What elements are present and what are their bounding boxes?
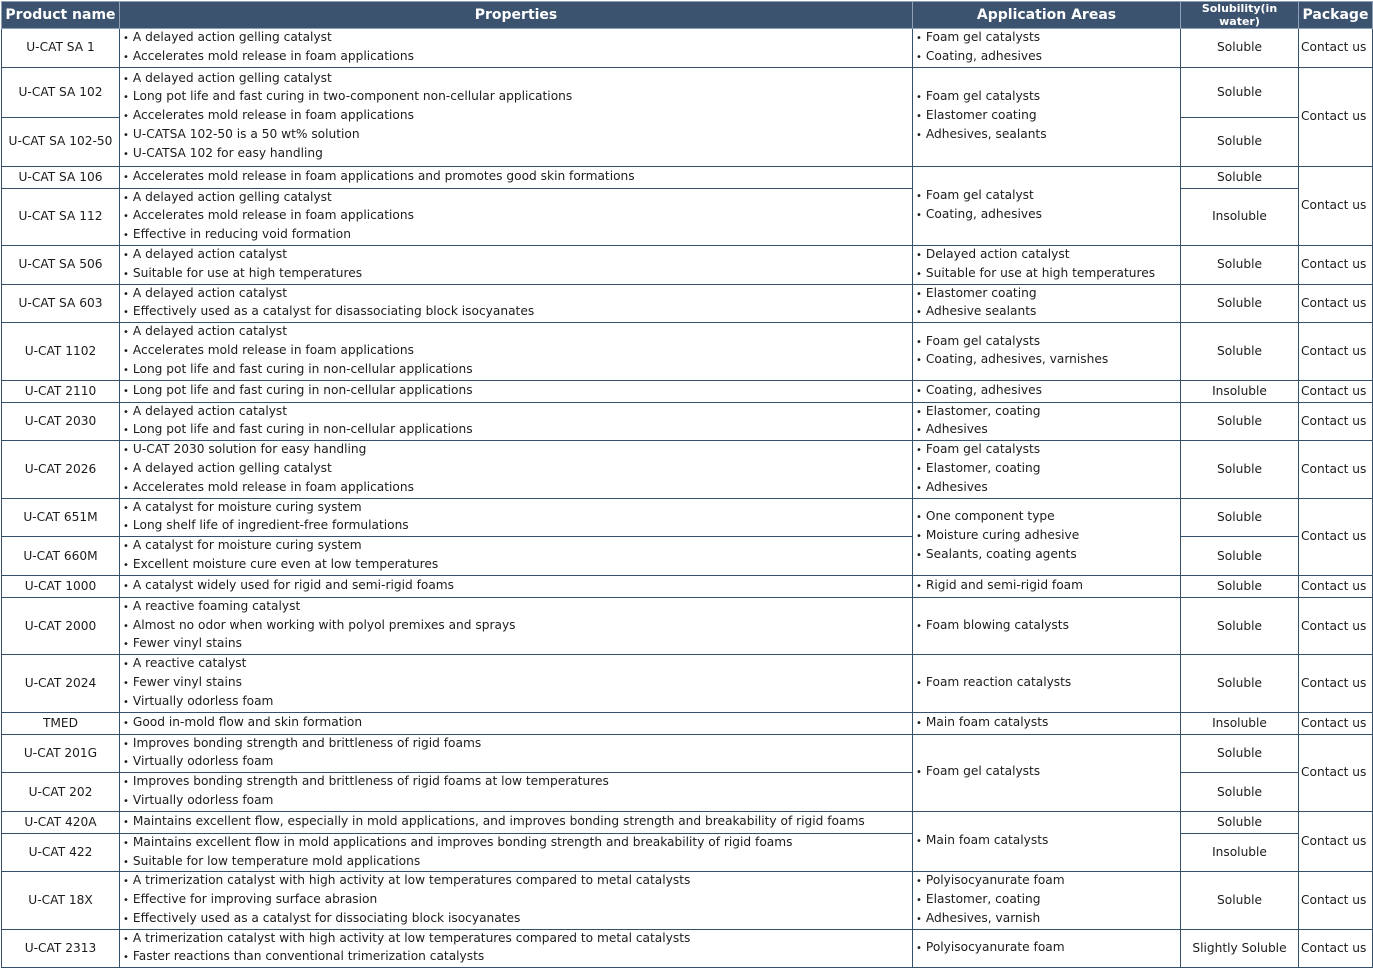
application-areas-cell-item: • Elastomer, coating — [916, 891, 1177, 910]
solubility-cell: Soluble — [1181, 402, 1299, 441]
properties-cell-list — [123, 735, 909, 773]
application-areas-cell-item: • Foam gel catalysts — [916, 88, 1177, 107]
properties-cell-item: • A trimerization catalyst with high activity at low temperatures compared to metal catalysts — [123, 930, 909, 949]
properties-cell-item: • A delayed action catalyst — [123, 246, 909, 265]
application-areas-cell-item: • Coating, adhesives, varnishes — [916, 351, 1177, 370]
application-areas-cell — [913, 734, 1181, 811]
table-row — [2, 323, 1373, 380]
properties-cell-item: • Fewer vinyl stains — [123, 674, 909, 693]
application-areas-cell — [913, 323, 1181, 380]
product-name-cell: U-CAT 651M — [2, 498, 120, 537]
application-areas-cell — [913, 597, 1181, 654]
properties-cell-list — [123, 29, 909, 67]
properties-cell — [120, 441, 913, 498]
properties-cell-item: • Improves bonding strength and brittleness of rigid foams at low temperatures — [123, 773, 909, 792]
application-areas-cell — [913, 29, 1181, 68]
application-areas-cell-item: • Main foam catalysts — [916, 714, 1177, 733]
properties-cell-item: • Improves bonding strength and brittleness of rigid foams — [123, 735, 909, 754]
package-cell: Contact us — [1299, 29, 1373, 68]
properties-cell — [120, 498, 913, 537]
properties-cell-item: • Accelerates mold release in foam applications — [123, 48, 909, 67]
solubility-cell: Soluble — [1181, 537, 1299, 576]
application-areas-cell — [913, 498, 1181, 575]
properties-cell-list — [123, 834, 909, 872]
properties-cell — [120, 537, 913, 576]
product-name-cell: U-CAT 1102 — [2, 323, 120, 380]
package-cell: Contact us — [1299, 712, 1373, 734]
application-areas-cell-list — [916, 403, 1177, 441]
application-areas-cell — [913, 655, 1181, 712]
application-areas-cell-item: • Rigid and semi-rigid foam — [916, 577, 1177, 596]
properties-cell-item: • A delayed action catalyst — [123, 323, 909, 342]
application-areas-cell — [913, 441, 1181, 498]
application-areas-cell — [913, 166, 1181, 245]
product-name-cell: U-CAT 2030 — [2, 402, 120, 441]
application-areas-cell-list — [916, 187, 1177, 225]
application-areas-cell-item: • One component type — [916, 508, 1177, 527]
properties-cell — [120, 655, 913, 712]
properties-cell — [120, 284, 913, 323]
properties-cell-list — [123, 382, 909, 401]
solubility-cell: Insoluble — [1181, 188, 1299, 245]
package-cell: Contact us — [1299, 441, 1373, 498]
application-areas-cell — [913, 67, 1181, 166]
solubility-cell: Soluble — [1181, 498, 1299, 537]
application-areas-cell-item: • Polyisocyanurate foam — [916, 872, 1177, 891]
product-name-cell: U-CAT 2110 — [2, 380, 120, 402]
application-areas-cell — [913, 284, 1181, 323]
properties-cell-list — [123, 930, 909, 968]
properties-cell-item: • A delayed action gelling catalyst — [123, 460, 909, 479]
application-areas-cell-list — [916, 714, 1177, 733]
properties-cell-item: • A delayed action gelling catalyst — [123, 189, 909, 208]
table-row — [2, 29, 1373, 68]
properties-cell-item: • Suitable for use at high temperatures — [123, 265, 909, 284]
application-areas-cell-list — [916, 674, 1177, 693]
solubility-cell: Insoluble — [1181, 712, 1299, 734]
properties-cell-item: • Long shelf life of ingredient-free formulations — [123, 517, 909, 536]
solubility-cell: Soluble — [1181, 29, 1299, 68]
properties-cell-item: • Faster reactions than conventional trimerization catalysts — [123, 948, 909, 967]
properties-cell-item: • Suitable for low temperature mold applications — [123, 853, 909, 872]
application-areas-cell — [913, 872, 1181, 929]
product-name-cell: U-CAT 422 — [2, 833, 120, 872]
properties-cell — [120, 833, 913, 872]
properties-cell-item: • Virtually odorless foam — [123, 753, 909, 772]
properties-cell-item: • A delayed action catalyst — [123, 403, 909, 422]
application-areas-cell-item: • Foam blowing catalysts — [916, 617, 1177, 636]
application-areas-cell — [913, 811, 1181, 872]
properties-cell-list — [123, 714, 909, 733]
package-cell: Contact us — [1299, 402, 1373, 441]
application-areas-cell-item: • Elastomer coating — [916, 285, 1177, 304]
application-areas-cell-item: • Adhesives — [916, 479, 1177, 498]
application-areas-cell-list — [916, 617, 1177, 636]
product-name-cell: U-CAT SA 102-50 — [2, 117, 120, 166]
application-areas-cell-item: • Delayed action catalyst — [916, 246, 1177, 265]
application-areas-cell-item: • Adhesives, varnish — [916, 910, 1177, 929]
table-row — [2, 575, 1373, 597]
product-name-cell: U-CAT 202 — [2, 773, 120, 812]
product-name-cell: U-CAT 2026 — [2, 441, 120, 498]
table-row — [2, 441, 1373, 498]
table-row — [2, 811, 1373, 833]
package-cell: Contact us — [1299, 734, 1373, 811]
properties-cell — [120, 773, 913, 812]
properties-cell-list — [123, 598, 909, 654]
table-body — [2, 29, 1373, 968]
properties-cell — [120, 734, 913, 773]
application-areas-cell-list — [916, 382, 1177, 401]
package-cell: Contact us — [1299, 655, 1373, 712]
properties-cell — [120, 67, 913, 166]
application-areas-cell — [913, 402, 1181, 441]
solubility-cell: Soluble — [1181, 245, 1299, 284]
application-areas-cell-list — [916, 246, 1177, 284]
header-application-areas: Application Areas — [913, 2, 1181, 29]
table-row — [2, 929, 1373, 968]
product-name-cell: U-CAT 201G — [2, 734, 120, 773]
product-name-cell: U-CAT SA 106 — [2, 166, 120, 188]
product-name-cell: U-CAT 660M — [2, 537, 120, 576]
product-name-cell: U-CAT SA 506 — [2, 245, 120, 284]
product-name-cell: U-CAT SA 1 — [2, 29, 120, 68]
solubility-cell: Soluble — [1181, 284, 1299, 323]
properties-cell — [120, 712, 913, 734]
properties-cell-item: • Effectively used as a catalyst for disassociating block isocyanates — [123, 303, 909, 322]
package-cell: Contact us — [1299, 67, 1373, 166]
header-solubility: Solubility(in water) — [1181, 2, 1299, 29]
solubility-cell: Soluble — [1181, 773, 1299, 812]
application-areas-cell-item: • Foam gel catalysts — [916, 29, 1177, 48]
solubility-cell: Insoluble — [1181, 380, 1299, 402]
package-cell: Contact us — [1299, 597, 1373, 654]
table-row — [2, 734, 1373, 773]
properties-cell-item: • Long pot life and fast curing in non-cellular applications — [123, 382, 909, 401]
properties-cell-list — [123, 246, 909, 284]
properties-cell-item: • A catalyst for moisture curing system — [123, 537, 909, 556]
properties-cell-item: • Maintains excellent flow in mold applications and improves bonding strength and breakability of rigid foams — [123, 834, 909, 853]
properties-cell-item: • A reactive catalyst — [123, 655, 909, 674]
solubility-cell: Soluble — [1181, 811, 1299, 833]
table-row — [2, 498, 1373, 537]
properties-cell-item: • Good in-mold flow and skin formation — [123, 714, 909, 733]
properties-cell-list — [123, 168, 909, 187]
application-areas-cell-item: • Coating, adhesives — [916, 382, 1177, 401]
solubility-cell: Soluble — [1181, 872, 1299, 929]
solubility-cell: Soluble — [1181, 734, 1299, 773]
table-row — [2, 67, 1373, 117]
table-row — [2, 245, 1373, 284]
properties-cell — [120, 323, 913, 380]
package-cell: Contact us — [1299, 872, 1373, 929]
table-row — [2, 402, 1373, 441]
properties-cell-list — [123, 70, 909, 164]
package-cell: Contact us — [1299, 166, 1373, 245]
product-name-cell: U-CAT SA 112 — [2, 188, 120, 245]
properties-cell — [120, 188, 913, 245]
table-row — [2, 712, 1373, 734]
properties-cell-item: • Almost no odor when working with polyol premixes and sprays — [123, 617, 909, 636]
application-areas-cell — [913, 712, 1181, 734]
application-areas-cell-list — [916, 441, 1177, 497]
properties-cell — [120, 29, 913, 68]
properties-cell-list — [123, 577, 909, 596]
table-row — [2, 284, 1373, 323]
product-name-cell: U-CAT SA 603 — [2, 284, 120, 323]
properties-cell-item: • U-CATSA 102 for easy handling — [123, 145, 909, 164]
application-areas-cell-list — [916, 939, 1177, 958]
properties-cell-list — [123, 403, 909, 441]
properties-cell — [120, 872, 913, 929]
properties-cell-item: • Accelerates mold release in foam applications — [123, 107, 909, 126]
package-cell: Contact us — [1299, 380, 1373, 402]
application-areas-cell-list — [916, 285, 1177, 323]
properties-cell-item: • A trimerization catalyst with high activity at low temperatures compared to metal catalysts — [123, 872, 909, 891]
properties-cell-item: • Accelerates mold release in foam applications — [123, 342, 909, 361]
properties-cell-item: • A delayed action gelling catalyst — [123, 70, 909, 89]
application-areas-cell-item: • Coating, adhesives — [916, 48, 1177, 67]
properties-cell-item: • Fewer vinyl stains — [123, 635, 909, 654]
properties-cell-item: • A catalyst widely used for rigid and semi-rigid foams — [123, 577, 909, 596]
product-name-cell: U-CAT 18X — [2, 872, 120, 929]
solubility-cell: Soluble — [1181, 67, 1299, 117]
properties-cell-item: • Excellent moisture cure even at low temperatures — [123, 556, 909, 575]
application-areas-cell-item: • Foam reaction catalysts — [916, 674, 1177, 693]
solubility-cell: Soluble — [1181, 575, 1299, 597]
properties-cell — [120, 245, 913, 284]
application-areas-cell — [913, 245, 1181, 284]
properties-cell-item: • Long pot life and fast curing in non-cellular applications — [123, 421, 909, 440]
properties-cell-item: • Accelerates mold release in foam applications and promotes good skin formations — [123, 168, 909, 187]
properties-cell-list — [123, 189, 909, 245]
table-row — [2, 166, 1373, 188]
properties-cell — [120, 597, 913, 654]
application-areas-cell-item: • Elastomer coating — [916, 107, 1177, 126]
application-areas-cell-list — [916, 29, 1177, 67]
properties-cell-item: • Maintains excellent flow, especially in mold applications, and improves bonding strength and breakability of rigid foams — [123, 813, 909, 832]
solubility-cell: Soluble — [1181, 117, 1299, 166]
application-areas-cell-list — [916, 508, 1177, 564]
solubility-cell: Soluble — [1181, 655, 1299, 712]
application-areas-cell-item: • Foam gel catalysts — [916, 763, 1177, 782]
properties-cell-list — [123, 872, 909, 928]
properties-cell-list — [123, 499, 909, 537]
product-name-cell: U-CAT SA 102 — [2, 67, 120, 117]
table-header-row — [2, 2, 1373, 29]
table-row — [2, 655, 1373, 712]
table-row — [2, 872, 1373, 929]
properties-cell-list — [123, 323, 909, 379]
package-cell: Contact us — [1299, 929, 1373, 968]
table-row — [2, 597, 1373, 654]
application-areas-cell — [913, 575, 1181, 597]
properties-cell-list — [123, 441, 909, 497]
properties-cell — [120, 575, 913, 597]
application-areas-cell-item: • Adhesives, sealants — [916, 126, 1177, 145]
application-areas-cell-item: • Polyisocyanurate foam — [916, 939, 1177, 958]
properties-cell-list — [123, 537, 909, 575]
header-properties: Properties — [120, 2, 913, 29]
properties-cell-item: • Virtually odorless foam — [123, 792, 909, 811]
solubility-cell: Slightly Soluble — [1181, 929, 1299, 968]
solubility-cell: Soluble — [1181, 323, 1299, 380]
application-areas-cell-item: • Coating, adhesives — [916, 206, 1177, 225]
application-areas-cell-list — [916, 333, 1177, 371]
application-areas-cell-item: • Foam gel catalysts — [916, 333, 1177, 352]
application-areas-cell-item: • Adhesives — [916, 421, 1177, 440]
product-name-cell: U-CAT 2313 — [2, 929, 120, 968]
product-name-cell: U-CAT 1000 — [2, 575, 120, 597]
properties-cell — [120, 811, 913, 833]
application-areas-cell — [913, 929, 1181, 968]
application-areas-cell-item: • Sealants, coating agents — [916, 546, 1177, 565]
properties-cell-list — [123, 813, 909, 832]
properties-cell-item: • Effective in reducing void formation — [123, 226, 909, 245]
application-areas-cell-item: • Suitable for use at high temperatures — [916, 265, 1177, 284]
properties-cell — [120, 929, 913, 968]
solubility-cell: Soluble — [1181, 597, 1299, 654]
package-cell: Contact us — [1299, 811, 1373, 872]
properties-cell-item: • A delayed action gelling catalyst — [123, 29, 909, 48]
package-cell: Contact us — [1299, 245, 1373, 284]
properties-cell-item: • A catalyst for moisture curing system — [123, 499, 909, 518]
properties-cell-item: • U-CAT 2030 solution for easy handling — [123, 441, 909, 460]
header-package: Package — [1299, 2, 1373, 29]
properties-cell-item: • A reactive foaming catalyst — [123, 598, 909, 617]
properties-cell-item: • U-CATSA 102-50 is a 50 wt% solution — [123, 126, 909, 145]
application-areas-cell-item: • Elastomer, coating — [916, 403, 1177, 422]
product-name-cell: U-CAT 2024 — [2, 655, 120, 712]
properties-cell-item: • Long pot life and fast curing in two-component non-cellular applications — [123, 88, 909, 107]
solubility-cell: Soluble — [1181, 166, 1299, 188]
table-row — [2, 380, 1373, 402]
properties-cell-list — [123, 285, 909, 323]
application-areas-cell-item: • Elastomer, coating — [916, 460, 1177, 479]
properties-cell-list — [123, 773, 909, 811]
properties-cell — [120, 380, 913, 402]
package-cell: Contact us — [1299, 284, 1373, 323]
application-areas-cell-item: • Main foam catalysts — [916, 832, 1177, 851]
properties-cell-item: • A delayed action catalyst — [123, 285, 909, 304]
package-cell: Contact us — [1299, 323, 1373, 380]
product-name-cell: U-CAT 2000 — [2, 597, 120, 654]
application-areas-cell — [913, 380, 1181, 402]
product-name-cell: U-CAT 420A — [2, 811, 120, 833]
application-areas-cell-list — [916, 577, 1177, 596]
properties-cell — [120, 402, 913, 441]
properties-cell — [120, 166, 913, 188]
properties-cell-item: • Accelerates mold release in foam applications — [123, 207, 909, 226]
properties-cell-item: • Virtually odorless foam — [123, 693, 909, 712]
package-cell: Contact us — [1299, 575, 1373, 597]
product-name-cell: TMED — [2, 712, 120, 734]
properties-cell-item: • Accelerates mold release in foam applications — [123, 479, 909, 498]
properties-cell-item: • Long pot life and fast curing in non-cellular applications — [123, 361, 909, 380]
application-areas-cell-item: • Moisture curing adhesive — [916, 527, 1177, 546]
product-table — [1, 1, 1373, 968]
application-areas-cell-list — [916, 763, 1177, 782]
application-areas-cell-list — [916, 88, 1177, 144]
properties-cell-item: • Effective for improving surface abrasion — [123, 891, 909, 910]
solubility-cell: Insoluble — [1181, 833, 1299, 872]
header-product-name: Product name — [2, 2, 120, 29]
properties-cell-list — [123, 655, 909, 711]
application-areas-cell-item: • Foam gel catalysts — [916, 441, 1177, 460]
solubility-cell: Soluble — [1181, 441, 1299, 498]
application-areas-cell-item: • Foam gel catalyst — [916, 187, 1177, 206]
application-areas-cell-list — [916, 832, 1177, 851]
application-areas-cell-list — [916, 872, 1177, 928]
package-cell: Contact us — [1299, 498, 1373, 575]
application-areas-cell-item: • Adhesive sealants — [916, 303, 1177, 322]
properties-cell-item: • Effectively used as a catalyst for dissociating block isocyanates — [123, 910, 909, 929]
